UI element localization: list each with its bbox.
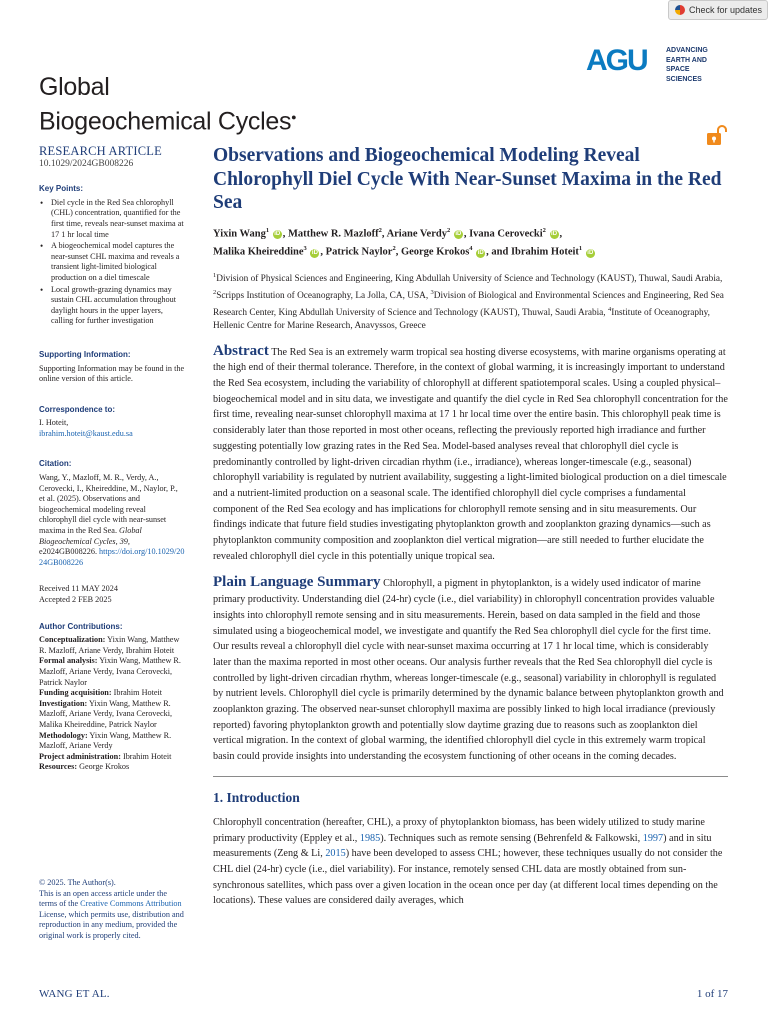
copyright-notice: © 2025. The Author(s).: [39, 878, 116, 887]
affiliation-number: 1: [213, 271, 217, 279]
contribution-role: Funding acquisition:: [39, 688, 112, 698]
contribution-item: [39, 752, 185, 763]
citation-link[interactable]: 1997: [642, 832, 664, 844]
check-for-updates-label: Check for updates: [689, 5, 763, 15]
article-doi: 10.1029/2024GB008226: [39, 158, 134, 169]
author-name: Ariane Verdy: [386, 228, 447, 239]
author-name: Yixin Wang: [213, 228, 266, 239]
author-name: George Krokos: [400, 246, 470, 258]
journal-title: [39, 72, 296, 136]
key-point: • A biogeochemical model captures the near-sunset CHL maxima and reveals a transient light-limited biological production on a diel timescale: [39, 241, 185, 283]
orcid-icon[interactable]: iD: [274, 231, 281, 237]
citation-article-id: e2024GB008226.: [39, 547, 97, 557]
orcid-icon[interactable]: iD: [551, 231, 558, 237]
key-points-heading: Key Points:: [39, 184, 84, 194]
author-affiliation-number: 2: [446, 226, 451, 234]
supporting-info-heading: Supporting Information:: [39, 349, 131, 359]
intro-text-part: ) and in situ measurements (Zeng & Li,: [213, 832, 712, 860]
contribution-names: Ibrahim Hoteit: [122, 751, 172, 761]
contribution-names: Yixin Wang, Matthew R. Mazloff, Ariane Verdy, Ivana Cerovecki, Malika Kheireddine, Patrick Naylor: [39, 698, 173, 729]
contribution-item: [39, 762, 185, 773]
contribution-role: Project administration:: [39, 751, 121, 761]
contribution-role: Methodology:: [39, 730, 88, 740]
author-separator: ,: [463, 228, 470, 239]
contribution-item: [39, 656, 185, 688]
crossmark-icon: [675, 5, 685, 15]
author-list: [213, 223, 728, 260]
article-type: RESEARCH ARTICLE: [39, 144, 162, 158]
author-separator: , and: [486, 246, 511, 258]
author-separator: ,: [381, 228, 387, 239]
journal-title-line2: Biogeochemical Cycles: [39, 107, 292, 136]
plain-language-summary: [213, 575, 728, 764]
abstract-heading: Abstract: [213, 342, 269, 359]
introduction-heading: 1. Introduction: [213, 789, 300, 805]
license-text-start: This is an open access article under the terms of the: [39, 888, 167, 909]
affiliation-text: Division of Biological and Environmental Sciences and Engineering, Red Sea Research Center, King Abdullah University of Science and Technology (KAUST), Thuwal, Saudi Arabia,: [213, 290, 724, 319]
received-date: Received 11 MAY 2024: [39, 584, 118, 594]
intro-text-part: Chlorophyll concentration (hereafter, CHL), a proxy of phytoplankton biomass, has been widely utilized to study marine primary productivity (Eppley et al.,: [213, 816, 705, 844]
plain-language-summary-text: Chlorophyll, a pigment in phytoplankton, is a widely used indicator of marine primary productivity. Understanding diel (24-hr) cycle (i.e., diel variability) in chlorophyll concentration provides valuable insights into chlorophyll remote sensing and in situ measurements. Herein, based on data sampled in the field and those simulated using a biogeochemical model, we investigate and quantify the Red Sea chlorophyll diel cycle for the first time. Our results reveal a chlorophyll diel cycle with near-sunset maxima occurring at 17 1 hr local time, which is considerably later than the maxima reported in most other oceans. Our analysis further reveals that the Red Sea chlorophyll diel cycle is controlled by light-driven circadian rhythm, whereas longer-timescale (e.g., seasonal) variability in chlorophyll is regulated by nutrient levels. Chlorophyll diel cycle is primarily determined by the dynamic balance between phytoplankton growth and zooplankton grazing. The observed near-sunset chlorophyll maxima are possibly linked to high local irradiance (previously reported) favoring phytoplankton growth and potentially slow daytime grazing due to reasons such as zooplankton diel vertical migration. In the context of global warming, the identified chlorophyll diel cycle in this extremely warm tropical basin could provide insights into understanding the ecosystem functioning of other oceans in the coming decades.: [213, 578, 724, 763]
affiliation-number: 2: [213, 288, 217, 296]
key-point: • Local growth-grazing dynamics may sustain CHL accumulation throughout daylight hours in the upper layers, calling for further investigation: [39, 285, 185, 327]
contribution-item: [39, 635, 185, 656]
accepted-date: Accepted 2 FEB 2025: [39, 595, 112, 604]
citation-heading: Citation:: [39, 459, 72, 469]
creative-commons-link[interactable]: Creative Commons Attribution: [80, 899, 182, 909]
author-affiliation-number: 3: [303, 245, 307, 252]
contribution-role: Investigation:: [39, 698, 88, 708]
orcid-icon[interactable]: iD: [455, 231, 462, 237]
contribution-names: Yixin Wang, Matthew R. Mazloff, Ariane Verdy, Ibrahim Hoteit: [39, 635, 180, 655]
author-name: Ivana Cerovecki: [469, 228, 543, 239]
license-text-end: License, which permits use, distribution and reproduction in any medium, provided the original work is properly cited.: [39, 909, 184, 940]
contribution-item: [39, 699, 185, 731]
contribution-item: [39, 731, 185, 752]
orcid-icon[interactable]: iD: [477, 249, 484, 256]
registered-mark-icon: ●: [291, 112, 297, 122]
contribution-role: Resources:: [39, 762, 78, 772]
affiliation-text: Institute of Oceanography, Hellenic Centre for Marine Research, Anavyssos, Greece: [213, 308, 711, 332]
affiliation-text: Scripps Institution of Oceanography, La Jolla, CA, USA,: [216, 290, 431, 301]
author-affiliation-number: 1: [578, 245, 583, 252]
agu-logo: [586, 44, 716, 83]
affiliation-text: Division of Physical Sciences and Engineering, King Abdullah University of Science and Technology (KAUST), Thuwal, Saudi Arabia,: [216, 273, 723, 284]
orcid-icon[interactable]: iD: [311, 249, 318, 256]
author-affiliation-number: 2: [542, 226, 546, 234]
citation-link[interactable]: 2015: [325, 848, 346, 860]
contribution-names: Yixin Wang, Matthew R. Mazloff, Ariane Verdy: [39, 730, 172, 751]
sidebar: [39, 146, 185, 773]
author-affiliation-number: 4: [469, 245, 473, 252]
author-affiliation-number: 1: [265, 226, 270, 234]
intro-text-part: ) have been developed to assess CHL; however, these techniques usually do not consider the CHL diel (24-hr) cycle (i.e., diel variability). For instance, remotely sensed CHL data are mostly obtained from sun-synchronous satellites, which pass over a given location in the ocean once per day (at different local times depending on the locations). These values are considered daily averages, which: [213, 848, 723, 907]
citation-doi-link[interactable]: https://doi.org/10.1029/2024GB008226: [39, 547, 185, 567]
key-point: • Diel cycle in the Red Sea chlorophyll (CHL) concentration, quantified for the first time, reveals near-sunset maxima at 17 1 hr local time: [39, 198, 185, 240]
orcid-icon[interactable]: iD: [587, 249, 594, 256]
intro-text-part: ). Techniques such as remote sensing (Behrenfeld & Falkowski,: [380, 832, 643, 844]
contribution-role: Formal analysis:: [39, 656, 98, 666]
author-separator: ,: [395, 246, 401, 258]
correspondence-heading: Correspondence to:: [39, 404, 116, 414]
author-name: Patrick Naylor: [325, 246, 393, 258]
author-affiliation-number: 2: [392, 245, 396, 252]
introduction-text: [213, 815, 728, 909]
correspondence-name: I. Hoteit,: [39, 418, 69, 428]
author-separator: ,: [282, 228, 288, 239]
contribution-names: George Krokos: [79, 762, 130, 772]
check-for-updates-button[interactable]: [668, 0, 768, 20]
license-text: [39, 889, 185, 942]
affiliations: [213, 269, 728, 334]
author-affiliation-number: 2: [378, 226, 382, 234]
citation-text: [39, 473, 185, 568]
main-content: [213, 144, 728, 909]
abstract-text: The Red Sea is an extremely warm tropical sea hosting diverse ecosystems, with marine organisms operating at the high end of their thermal tolerance. Therefore, in the context of global warming, it is increasingly important to understand the Red Sea ecosystem, including the variability of chlorophyll at different spatiotemporal scales. Using a coupled physical–biogeochemical model and in situ data, we investigate and quantify the diel cycle in Red Sea chlorophyll concentration for the first time, revealing near-sunset chlorophyll maxima at 17 1 hr local time over the entire basin. This chlorophyll peak time is considerably later than those reported in most other oceans, reflecting the previously reported high irradiance and further suggesting potentially low grazing rates in the Red Sea. Model-based analyses reveal that chlorophyll diel cycle is predominantly controlled by light-driven circadian rhythm (i.e., irradiance), whereas longer-timescale (e.g., seasonal) chlorophyll variability is regulated by nutrient availability, suggesting a light-limited biological production on a diel timescale and a nutrient-limited production on a seasonal scale. The identified chlorophyll diel cycle comprises a fundamental component of the Red Sea ecology and has implications for chlorophyll remote sensing and in situ measurements. Our findings indicate that future field studies investigating phytoplankton growth and zooplankton grazing dynamics—such as phytoplankton community composition and zooplankton diel vertical migration—are still needed to further elucidate the revealed chlorophyll diel cycle in this potentially unique tropical sea.: [213, 346, 728, 562]
author-separator: ,: [320, 246, 326, 258]
agu-logo-mark: AGU: [586, 44, 647, 77]
key-points-list: [39, 198, 185, 327]
affiliation-number: 3: [430, 288, 434, 296]
correspondence-email-link[interactable]: ibrahim.hoteit@kaust.edu.sa: [39, 428, 133, 438]
contribution-item: [39, 688, 185, 699]
license-notice: [39, 878, 185, 942]
citation-link[interactable]: 1985: [359, 832, 381, 844]
citation-journal: Global Biogeochemical Cycles, 39,: [39, 526, 142, 546]
journal-title-line1: Global: [39, 73, 110, 101]
author-contributions-heading: Author Contributions:: [39, 621, 123, 631]
contribution-role: Conceptualization:: [39, 635, 106, 645]
contribution-names: Yixin Wang, Matthew R. Mazloff, Ariane Verdy, Ivana Cerovecki, Patrick Naylor: [39, 656, 181, 687]
contribution-names: Ibrahim Hoteit: [113, 688, 163, 698]
section-divider: [213, 776, 728, 777]
plain-language-summary-heading: Plain Language Summary: [213, 574, 381, 591]
author-name: Matthew R. Mazloff: [287, 228, 379, 239]
page-number: 1 of 17: [696, 988, 728, 1000]
author-separator: ,: [559, 228, 563, 239]
agu-logo-words: ADVANCING EARTH AND SPACE SCIENCES: [666, 47, 708, 83]
citation-body: Wang, Y., Mazloff, M. R., Verdy, A., Cerovecki, I., Kheireddine, M., Naylor, P., et al. (2025). Observations and biogeochemical modeling reveal chlorophyll diel cycle with near-sunset maxima in the Red Sea.: [39, 473, 178, 536]
supporting-info-text: Supporting Information may be found in the online version of this article.: [39, 363, 185, 384]
article-title: Observations and Biogeochemical Modeling Reveal Chlorophyll Diel Cycle With Near-Sunset Maxima in the Red Sea: [213, 145, 722, 213]
abstract: [213, 344, 728, 565]
affiliation-number: 4: [607, 306, 612, 314]
author-name: Malika Kheireddine: [213, 246, 304, 258]
author-name: Ibrahim Hoteit: [510, 246, 579, 258]
running-footer-authors: WANG ET AL.: [39, 988, 110, 1000]
